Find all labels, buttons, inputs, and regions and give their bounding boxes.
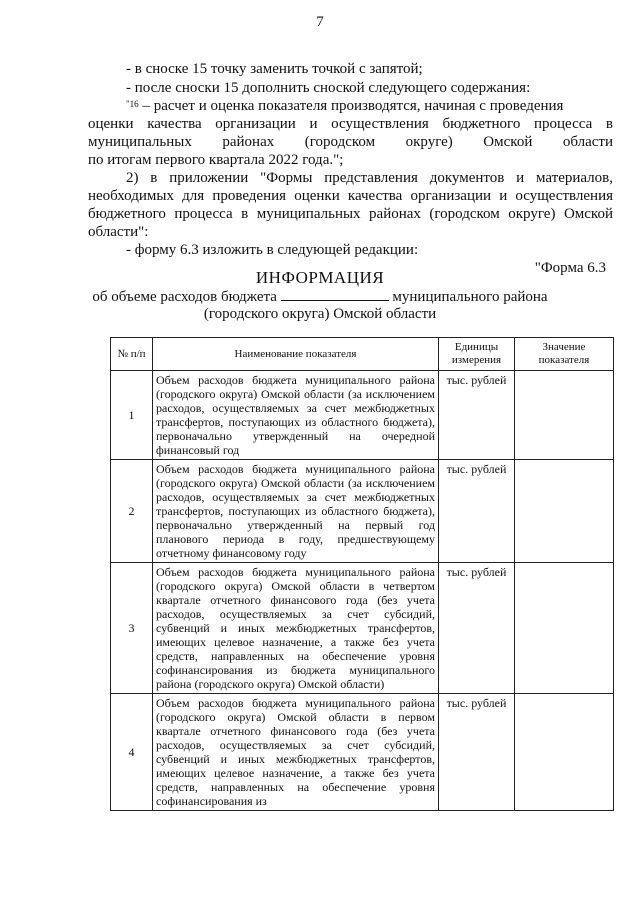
table-row: [111, 371, 614, 460]
indicator-table: [110, 337, 614, 811]
footnote-line-2: оценки качества организации и осуществления бюджетного процесса в: [88, 116, 613, 132]
value-cell[interactable]: [515, 371, 614, 460]
subtitle-part-b: муниципального района: [392, 289, 548, 305]
table-row: [111, 694, 614, 811]
table-row: [111, 460, 614, 563]
header-value: Значение показателя: [515, 338, 614, 371]
appendix-line-1: 2) в приложении "Формы представления документов и материалов,: [126, 170, 613, 186]
subtitle-part-a: об объеме расходов бюджета: [92, 289, 277, 305]
document-subtitle-2: (городского округа) Омской области: [203, 306, 437, 322]
form-instruction: - форму 6.3 изложить в следующей редакции:: [126, 242, 419, 258]
document-heading: ИНФОРМАЦИЯ: [255, 268, 385, 287]
value-cell[interactable]: [515, 563, 614, 694]
footnote-text-1: – расчет и оценка показателя производятся, начиная с проведения: [138, 98, 564, 114]
indicator-name: Объем расходов бюджета муниципального района (городского округа) Омской области (за исключением расходов, осуществляемых за счет межбюджетных трансфертов, поступающих из областного бюджета), первоначально утвержденный на очередной финансовый год: [153, 371, 439, 460]
table-row: [111, 563, 614, 694]
footnote-mark: "16: [126, 99, 139, 109]
unit-cell: тыс. рублей: [439, 371, 515, 460]
footnote-line-4: по итогам первого квартала 2022 года.";: [88, 152, 344, 168]
table-header-row: [111, 338, 614, 371]
footnote-line-3: муниципальных районах (городском округе) Омской области: [88, 134, 613, 150]
unit-cell: тыс. рублей: [439, 694, 515, 811]
header-num: № п/п: [111, 338, 153, 371]
unit-cell: тыс. рублей: [439, 563, 515, 694]
amendment-line-2: - после сноски 15 дополнить сноской следующего содержания:: [126, 80, 531, 96]
page-number: 7: [316, 14, 324, 30]
indicator-name: Объем расходов бюджета муниципального района (городского округа) Омской области в четвертом квартале отчетного финансового года (без учета расходов, осуществляемых за счет субсидий, субвенций и иных межбюджетных трансфертов, имеющих целевое назначение, а также без учета средств, направленных на обеспечение уровня софинансирования из бюджета муниципального района (городского округа) Омской области): [153, 563, 439, 694]
header-unit: Единицы измерения: [439, 338, 515, 371]
appendix-line-3: бюджетного процесса в муниципальных районах (городском округе) Омской: [88, 206, 613, 222]
amendment-line-1: - в сноске 15 точку заменить точкой с запятой;: [126, 61, 423, 77]
value-cell[interactable]: [515, 694, 614, 811]
footnote-line-1: [126, 97, 613, 115]
value-cell[interactable]: [515, 460, 614, 563]
appendix-line-4: области":: [88, 224, 149, 240]
header-name: Наименование показателя: [153, 338, 439, 371]
row-number: 4: [111, 694, 153, 811]
form-label: "Форма 6.3: [534, 260, 606, 276]
row-number: 3: [111, 563, 153, 694]
indicator-name: Объем расходов бюджета муниципального района (городского округа) Омской области (за исключением расходов, осуществляемых за счет межбюджетных трансфертов, поступающих из областного бюджета), первоначально утвержденный на первый год планового периода в году, предшествующему отчетному финансовому году: [153, 460, 439, 563]
indicator-name: Объем расходов бюджета муниципального района (городского округа) Омской области в первом квартале отчетного финансового года (без учета расходов, осуществляемых за счет субсидий, субвенций и иных межбюджетных трансфертов, имеющих целевое назначение, а также без учета средств, направленных на обеспечение уровня софинансирования из: [153, 694, 439, 811]
row-number: 2: [111, 460, 153, 563]
row-number: 1: [111, 371, 153, 460]
appendix-line-2: необходимых для проведения оценки качества организации и осуществления: [88, 188, 613, 204]
blank-line: [281, 288, 389, 301]
unit-cell: тыс. рублей: [439, 460, 515, 563]
document-subtitle-1: [0, 288, 640, 306]
